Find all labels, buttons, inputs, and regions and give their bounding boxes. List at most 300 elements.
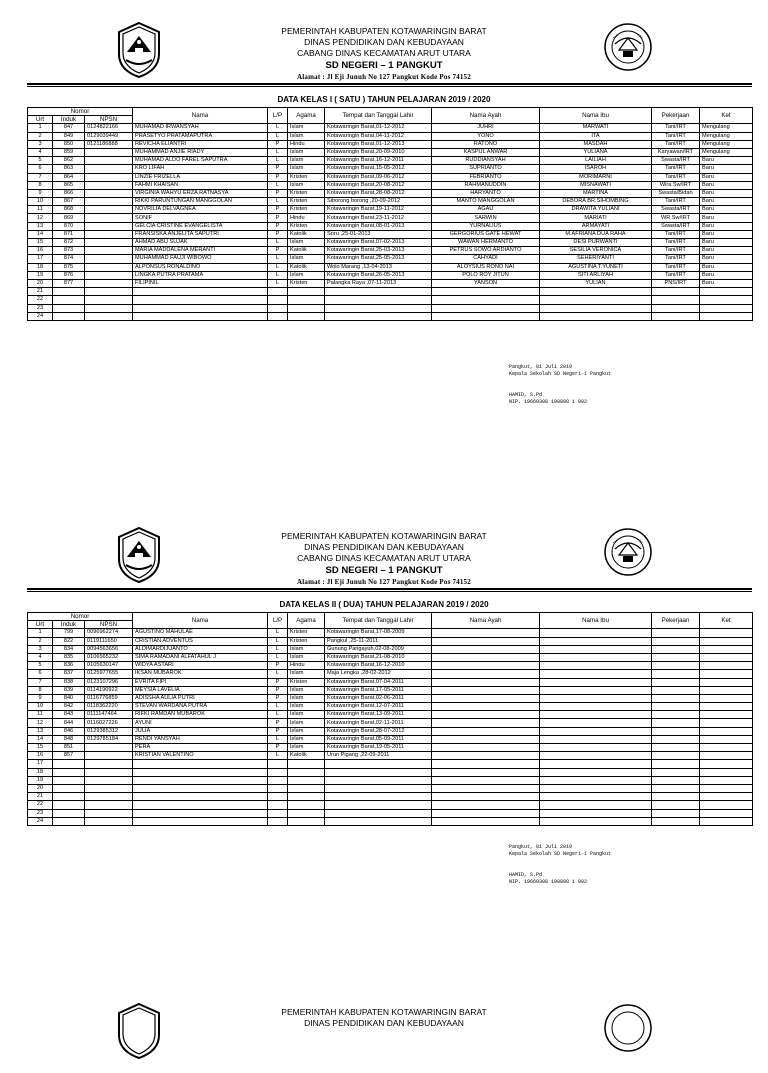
table-cell: Islam (288, 271, 325, 279)
table-cell: Kristen (288, 206, 325, 214)
table-cell: Islam (288, 157, 325, 165)
table-cell: MARIATI (540, 214, 652, 222)
table-cell (288, 793, 325, 801)
table-cell: P (268, 727, 288, 735)
table-cell: Swasta/IRT (652, 222, 700, 230)
table-cell: EVRITA FIPI (133, 678, 268, 686)
table-row (28, 776, 753, 784)
table-cell (540, 719, 652, 727)
table-cell (325, 768, 432, 776)
class-1-section (0, 0, 768, 405)
table-cell: IKSAN MUBAROK (133, 670, 268, 678)
table-cell (540, 662, 652, 670)
table-cell (700, 637, 753, 645)
table-cell (85, 173, 133, 181)
table-cell: Kotawaringin Barat,17-08-2009 (325, 629, 432, 637)
table-cell: Kotawaringin Barat,20-08-2012 (325, 181, 432, 189)
table-row (28, 271, 753, 279)
school-name: SD NEGERI – 1 PANGKUT (325, 60, 443, 71)
table-cell (540, 645, 652, 653)
table-cell: 834 (53, 645, 85, 653)
table-cell (540, 760, 652, 768)
table-cell (288, 288, 325, 296)
table-cell: Kotawaringin Barat,17-05-2011 (325, 686, 432, 694)
table-cell (268, 776, 288, 784)
table-cell: 844 (53, 719, 85, 727)
tut-wuri-handayani-logo-icon (603, 1003, 653, 1053)
table-cell (652, 645, 700, 653)
table-cell (432, 711, 540, 719)
table-cell (85, 744, 133, 752)
table-cell: Kristen (288, 222, 325, 230)
table-cell: DEBORA BR.SIHOMBING (540, 198, 652, 206)
table-cell (700, 703, 753, 711)
letterhead (0, 985, 768, 1073)
table-cell: KRISTIAN VALENTINO (133, 752, 268, 760)
table-cell: 21 (28, 793, 53, 801)
table-cell: RUDDIANSYAH (432, 157, 540, 165)
table-cell: 16 (28, 247, 53, 255)
table-cell (540, 809, 652, 817)
col-ibu: Nama Ibu (540, 108, 652, 124)
table-cell: CAHYADI (432, 255, 540, 263)
table-cell (268, 793, 288, 801)
table-cell (85, 189, 133, 197)
table-cell (432, 735, 540, 743)
table-cell (652, 662, 700, 670)
table-cell: MASDAH (540, 140, 652, 148)
table-cell (700, 719, 753, 727)
table-cell: Katolik (288, 247, 325, 255)
table-cell (700, 817, 753, 825)
table-cell: 0124822166 (85, 124, 133, 132)
table-cell: RIFKI RAMDAN MUBAROK (133, 711, 268, 719)
table-cell (288, 801, 325, 809)
table-cell: MORIMARNI (540, 173, 652, 181)
table-cell (53, 784, 85, 792)
table-cell: Kristen (288, 198, 325, 206)
table-cell: 1 (28, 124, 53, 132)
table-cell (325, 817, 432, 825)
table-cell: 5 (28, 662, 53, 670)
table-cell: 846 (53, 727, 85, 735)
table-cell: Mengulang (700, 148, 753, 156)
table-cell: DRAWITA YULIANI (540, 206, 652, 214)
table-cell (85, 255, 133, 263)
table-cell (432, 768, 540, 776)
table-cell (432, 312, 540, 320)
table-cell: DESI PURWANTI (540, 239, 652, 247)
table-row (28, 735, 753, 743)
table-cell: 849 (53, 132, 85, 140)
table-cell: 20 (28, 784, 53, 792)
table-cell (652, 694, 700, 702)
table-row (28, 670, 753, 678)
table-cell: 4 (28, 148, 53, 156)
table-cell: 15 (28, 239, 53, 247)
table-cell: Palangka Raya ,07-11-2013 (325, 279, 432, 287)
table-cell: 10 (28, 198, 53, 206)
table-cell (85, 165, 133, 173)
table-row (28, 263, 753, 271)
table-cell: 17 (28, 760, 53, 768)
table-cell (652, 776, 700, 784)
table-cell (540, 735, 652, 743)
table-cell (540, 703, 652, 711)
tut-wuri-handayani-logo-icon (603, 527, 653, 577)
table-cell: STEVAN WARDANA PUTRA (133, 703, 268, 711)
table-cell (288, 312, 325, 320)
table-cell (540, 752, 652, 760)
table-cell (700, 288, 753, 296)
table-cell (652, 744, 700, 752)
table-cell: 8 (28, 181, 53, 189)
table-cell (85, 760, 133, 768)
table-cell: Tani/IRT (652, 124, 700, 132)
table-row (28, 148, 753, 156)
sign-place-date: Pangkut, 01 Juli 2019 (509, 364, 573, 370)
table-cell: RATONO (432, 140, 540, 148)
table-cell: 862 (53, 157, 85, 165)
table-row (28, 694, 753, 702)
table-cell (652, 735, 700, 743)
table-cell: KRO LIFAH (133, 165, 268, 173)
table-cell: P (268, 165, 288, 173)
table-cell (133, 288, 268, 296)
table-cell: YULIAN (540, 279, 652, 287)
table-cell (700, 711, 753, 719)
table-cell: Kotawaringin Barat,01-12-2013 (325, 140, 432, 148)
table-cell: Baru (700, 214, 753, 222)
table-cell: 3 (28, 645, 53, 653)
col-lp: L/P (268, 613, 288, 629)
table-cell: 18 (28, 768, 53, 776)
school-address: Alamat : Jl Eji Junuh No 127 Pangkut Kode Pos 74152 (297, 73, 471, 81)
col-nama: Nama (133, 108, 268, 124)
table-cell: 0118362220 (85, 703, 133, 711)
table-cell (432, 703, 540, 711)
table-cell (700, 809, 753, 817)
table-cell: Islam (288, 719, 325, 727)
table-cell: Islam (288, 694, 325, 702)
table-cell: 872 (53, 239, 85, 247)
table-cell: Soru ,25-01-2013 (325, 230, 432, 238)
table-cell: Swasta/IRT (652, 206, 700, 214)
table-cell: 13 (28, 222, 53, 230)
table-cell: Kotawaringin Barat,19-11-2012 (325, 206, 432, 214)
table-cell (432, 752, 540, 760)
table-cell (85, 296, 133, 304)
table-row (28, 140, 753, 148)
table-cell (540, 304, 652, 312)
table-cell: Kotawaringin Barat,20-09-2010 (325, 148, 432, 156)
letterhead (0, 0, 768, 88)
table-cell (133, 312, 268, 320)
table-cell: 840 (53, 694, 85, 702)
table-cell: 859 (53, 148, 85, 156)
table-cell: 848 (53, 735, 85, 743)
table-row (28, 239, 753, 247)
table-cell (540, 686, 652, 694)
header-line-1: PEMERINTAH KABUPATEN KOTAWARINGIN BARAT (281, 1007, 487, 1017)
table-cell: Maja Lengka ,28-02-2012 (325, 670, 432, 678)
table-cell (85, 239, 133, 247)
table-cell: Baru (700, 157, 753, 165)
table-cell: 0111147464 (85, 711, 133, 719)
table-cell (85, 206, 133, 214)
table-row (28, 678, 753, 686)
table-cell: MARTINA (540, 189, 652, 197)
table-cell: 17 (28, 255, 53, 263)
table-cell: 24 (28, 817, 53, 825)
table-cell: Kotawaringin Barat,16-12-2010 (325, 662, 432, 670)
table-cell (652, 312, 700, 320)
table-cell (85, 271, 133, 279)
table-cell: L (268, 132, 288, 140)
table-cell: Tani/IRT (652, 247, 700, 255)
table-cell: Baru (700, 173, 753, 181)
table-cell (700, 694, 753, 702)
table-cell: Kotawaringin Barat,05-09-2011 (325, 735, 432, 743)
table-row (28, 801, 753, 809)
table-cell (540, 288, 652, 296)
table-cell (325, 288, 432, 296)
table-cell: 14 (28, 230, 53, 238)
table-cell (700, 784, 753, 792)
table-cell (85, 817, 133, 825)
table-cell (432, 760, 540, 768)
table-cell: L (268, 670, 288, 678)
table-cell: Islam (288, 124, 325, 132)
table-cell: Katolik (288, 263, 325, 271)
table-row (28, 206, 753, 214)
table-cell: MANTO MANGGOLAN (432, 198, 540, 206)
table-row (28, 288, 753, 296)
school-address: Alamat : Jl Eji Junuh No 127 Pangkut Kode Pos 74152 (297, 578, 471, 586)
table-row (28, 124, 753, 132)
table-cell: RENDI YANSYAH (133, 735, 268, 743)
table-row (28, 653, 753, 661)
table-cell: SESILIA VERONICA (540, 247, 652, 255)
table-cell (268, 768, 288, 776)
regency-emblem-icon (117, 1003, 161, 1059)
table-cell: SEHERIYANTI (540, 255, 652, 263)
table-cell: 843 (53, 711, 85, 719)
letterhead (0, 505, 768, 593)
table-cell: 873 (53, 247, 85, 255)
table-cell (652, 801, 700, 809)
table-cell: 877 (53, 279, 85, 287)
table-cell (432, 776, 540, 784)
table-cell (540, 312, 652, 320)
table-cell (652, 686, 700, 694)
table-cell (652, 653, 700, 661)
table-cell: 23 (28, 809, 53, 817)
table-cell (85, 752, 133, 760)
table-cell (85, 214, 133, 222)
table-cell: 7 (28, 173, 53, 181)
table-cell: MUHAMMAD ANJIE RIADY (133, 148, 268, 156)
table-cell (268, 288, 288, 296)
table-cell: L (268, 239, 288, 247)
table-cell (133, 776, 268, 784)
table-cell: ISAROH (540, 165, 652, 173)
table-cell: RIKKI PARUNTUNGAN MANGGOLAN (133, 198, 268, 206)
table-cell: P (268, 189, 288, 197)
table-cell: L (268, 255, 288, 263)
table-cell: 0116027226 (85, 719, 133, 727)
col-npsn: NPSN (85, 621, 133, 629)
table-cell: Kotawaringin Barat,25-05-2013 (325, 255, 432, 263)
table-cell: 0119111650 (85, 637, 133, 645)
table-cell (325, 801, 432, 809)
table-cell: 6 (28, 165, 53, 173)
col-ayah: Nama Ayah (432, 108, 540, 124)
table-row (28, 296, 753, 304)
sign-name: HAMID, S.Pd (509, 392, 543, 398)
col-induk: Induk (53, 116, 85, 124)
table-cell: 863 (53, 165, 85, 173)
sign-nip: NIP. 19660308 198808 1 002 (509, 399, 588, 405)
table-cell (85, 198, 133, 206)
school-name: SD NEGERI – 1 PANGKUT (325, 565, 443, 576)
table-cell: ALDIMARDIJUANTO (133, 645, 268, 653)
table-cell: 0129385312 (85, 727, 133, 735)
table-cell: Karyawan/IRT (652, 148, 700, 156)
table-cell: L (268, 735, 288, 743)
table-cell: LINGKA PUTRA PRATAMA (133, 271, 268, 279)
table-cell: 0106565232 (85, 653, 133, 661)
class-2-table (27, 612, 753, 826)
table-cell: Tani/IRT (652, 230, 700, 238)
col-ket: Ket (700, 613, 753, 629)
table-cell: AYUNI (133, 719, 268, 727)
table-cell: 9 (28, 189, 53, 197)
table-cell: Islam (288, 148, 325, 156)
table-cell (540, 817, 652, 825)
table-cell (540, 784, 652, 792)
header-line-1: PEMERINTAH KABUPATEN KOTAWARINGIN BARAT (281, 26, 487, 36)
table-cell: 13 (28, 727, 53, 735)
table-cell: Baru (700, 222, 753, 230)
table-cell: Tani/IRT (652, 173, 700, 181)
table-cell: Tani/IRT (652, 198, 700, 206)
table-cell: Islam (288, 645, 325, 653)
table-cell (432, 686, 540, 694)
table-cell (700, 629, 753, 637)
table-cell: Mengulang (700, 124, 753, 132)
table-cell: Kristen (288, 629, 325, 637)
table-cell (268, 312, 288, 320)
table-cell (268, 809, 288, 817)
table-cell: Kotawaringin Barat,01-12-2012 (325, 124, 432, 132)
table-cell (85, 768, 133, 776)
table-row (28, 760, 753, 768)
table-cell (133, 296, 268, 304)
table-cell: 835 (53, 653, 85, 661)
table-cell: Kristen (288, 189, 325, 197)
table-row (28, 662, 753, 670)
table-cell (652, 817, 700, 825)
table-cell: JULIA (133, 727, 268, 735)
sign-role: Kepala Sekolah SD Negeri-1 Pangkut (509, 371, 612, 377)
class-3-section-partial (0, 985, 768, 1073)
table-cell: WAWAN HERMANTO (432, 239, 540, 247)
table-cell: 0116776859 (85, 694, 133, 702)
table-cell (432, 645, 540, 653)
table-cell: PNS/IRT (652, 279, 700, 287)
table-row (28, 727, 753, 735)
table-cell (432, 670, 540, 678)
table-row (28, 637, 753, 645)
table-cell (53, 296, 85, 304)
table-cell: MISNAWATI (540, 181, 652, 189)
table-cell (288, 296, 325, 304)
table-cell: Kristen (288, 637, 325, 645)
table-row (28, 157, 753, 165)
table-cell: Katolik (288, 230, 325, 238)
table-cell: 8 (28, 686, 53, 694)
table-cell: MUHAMMAD FAUJI WIBOWO (133, 255, 268, 263)
table-cell: 876 (53, 271, 85, 279)
table-cell (700, 727, 753, 735)
table-cell: Baru (700, 279, 753, 287)
table-cell: Islam (288, 165, 325, 173)
table-cell: PRASETYO PRATAMAPUTRA (133, 132, 268, 140)
table-cell (432, 801, 540, 809)
table-cell (85, 304, 133, 312)
table-cell (652, 678, 700, 686)
table-cell (652, 304, 700, 312)
table-cell: Islam (288, 653, 325, 661)
table-cell: ITA (540, 132, 652, 140)
table-cell: 850 (53, 140, 85, 148)
table-cell: Wira Sw/IRT (652, 181, 700, 189)
table-cell: Kotawaringin Barat,07-04-2011 (325, 678, 432, 686)
table-cell: SITI ARLIYAH (540, 271, 652, 279)
table-cell: L (268, 645, 288, 653)
table-cell: L (268, 703, 288, 711)
table-cell (432, 817, 540, 825)
table-cell: MARWATI (540, 124, 652, 132)
table-cell (85, 784, 133, 792)
table-cell: P (268, 173, 288, 181)
table-cell (432, 296, 540, 304)
table-cell: Kotawaringin Barat,28-07-2012 (325, 727, 432, 735)
table-cell: Kotawaringin Barat,07-02-2013 (325, 239, 432, 247)
table-cell (53, 288, 85, 296)
table-cell (540, 776, 652, 784)
table-cell: SONIF (133, 214, 268, 222)
table-cell (540, 637, 652, 645)
table-cell (700, 678, 753, 686)
table-cell: Hindu (288, 662, 325, 670)
table-cell (540, 744, 652, 752)
table-cell (540, 694, 652, 702)
table-cell: L (268, 752, 288, 760)
table-row (28, 132, 753, 140)
table-cell (652, 670, 700, 678)
table-cell: 19 (28, 776, 53, 784)
table-cell: 869 (53, 214, 85, 222)
table-row (28, 230, 753, 238)
table-cell (652, 719, 700, 727)
table-cell: POLO ROY JITUN (432, 271, 540, 279)
table-row (28, 793, 753, 801)
table-cell: Kotawaringin Barat,12-07-2011 (325, 703, 432, 711)
table-cell: P (268, 686, 288, 694)
table-cell: Kotawaringin Barat,02-11-2011 (325, 719, 432, 727)
